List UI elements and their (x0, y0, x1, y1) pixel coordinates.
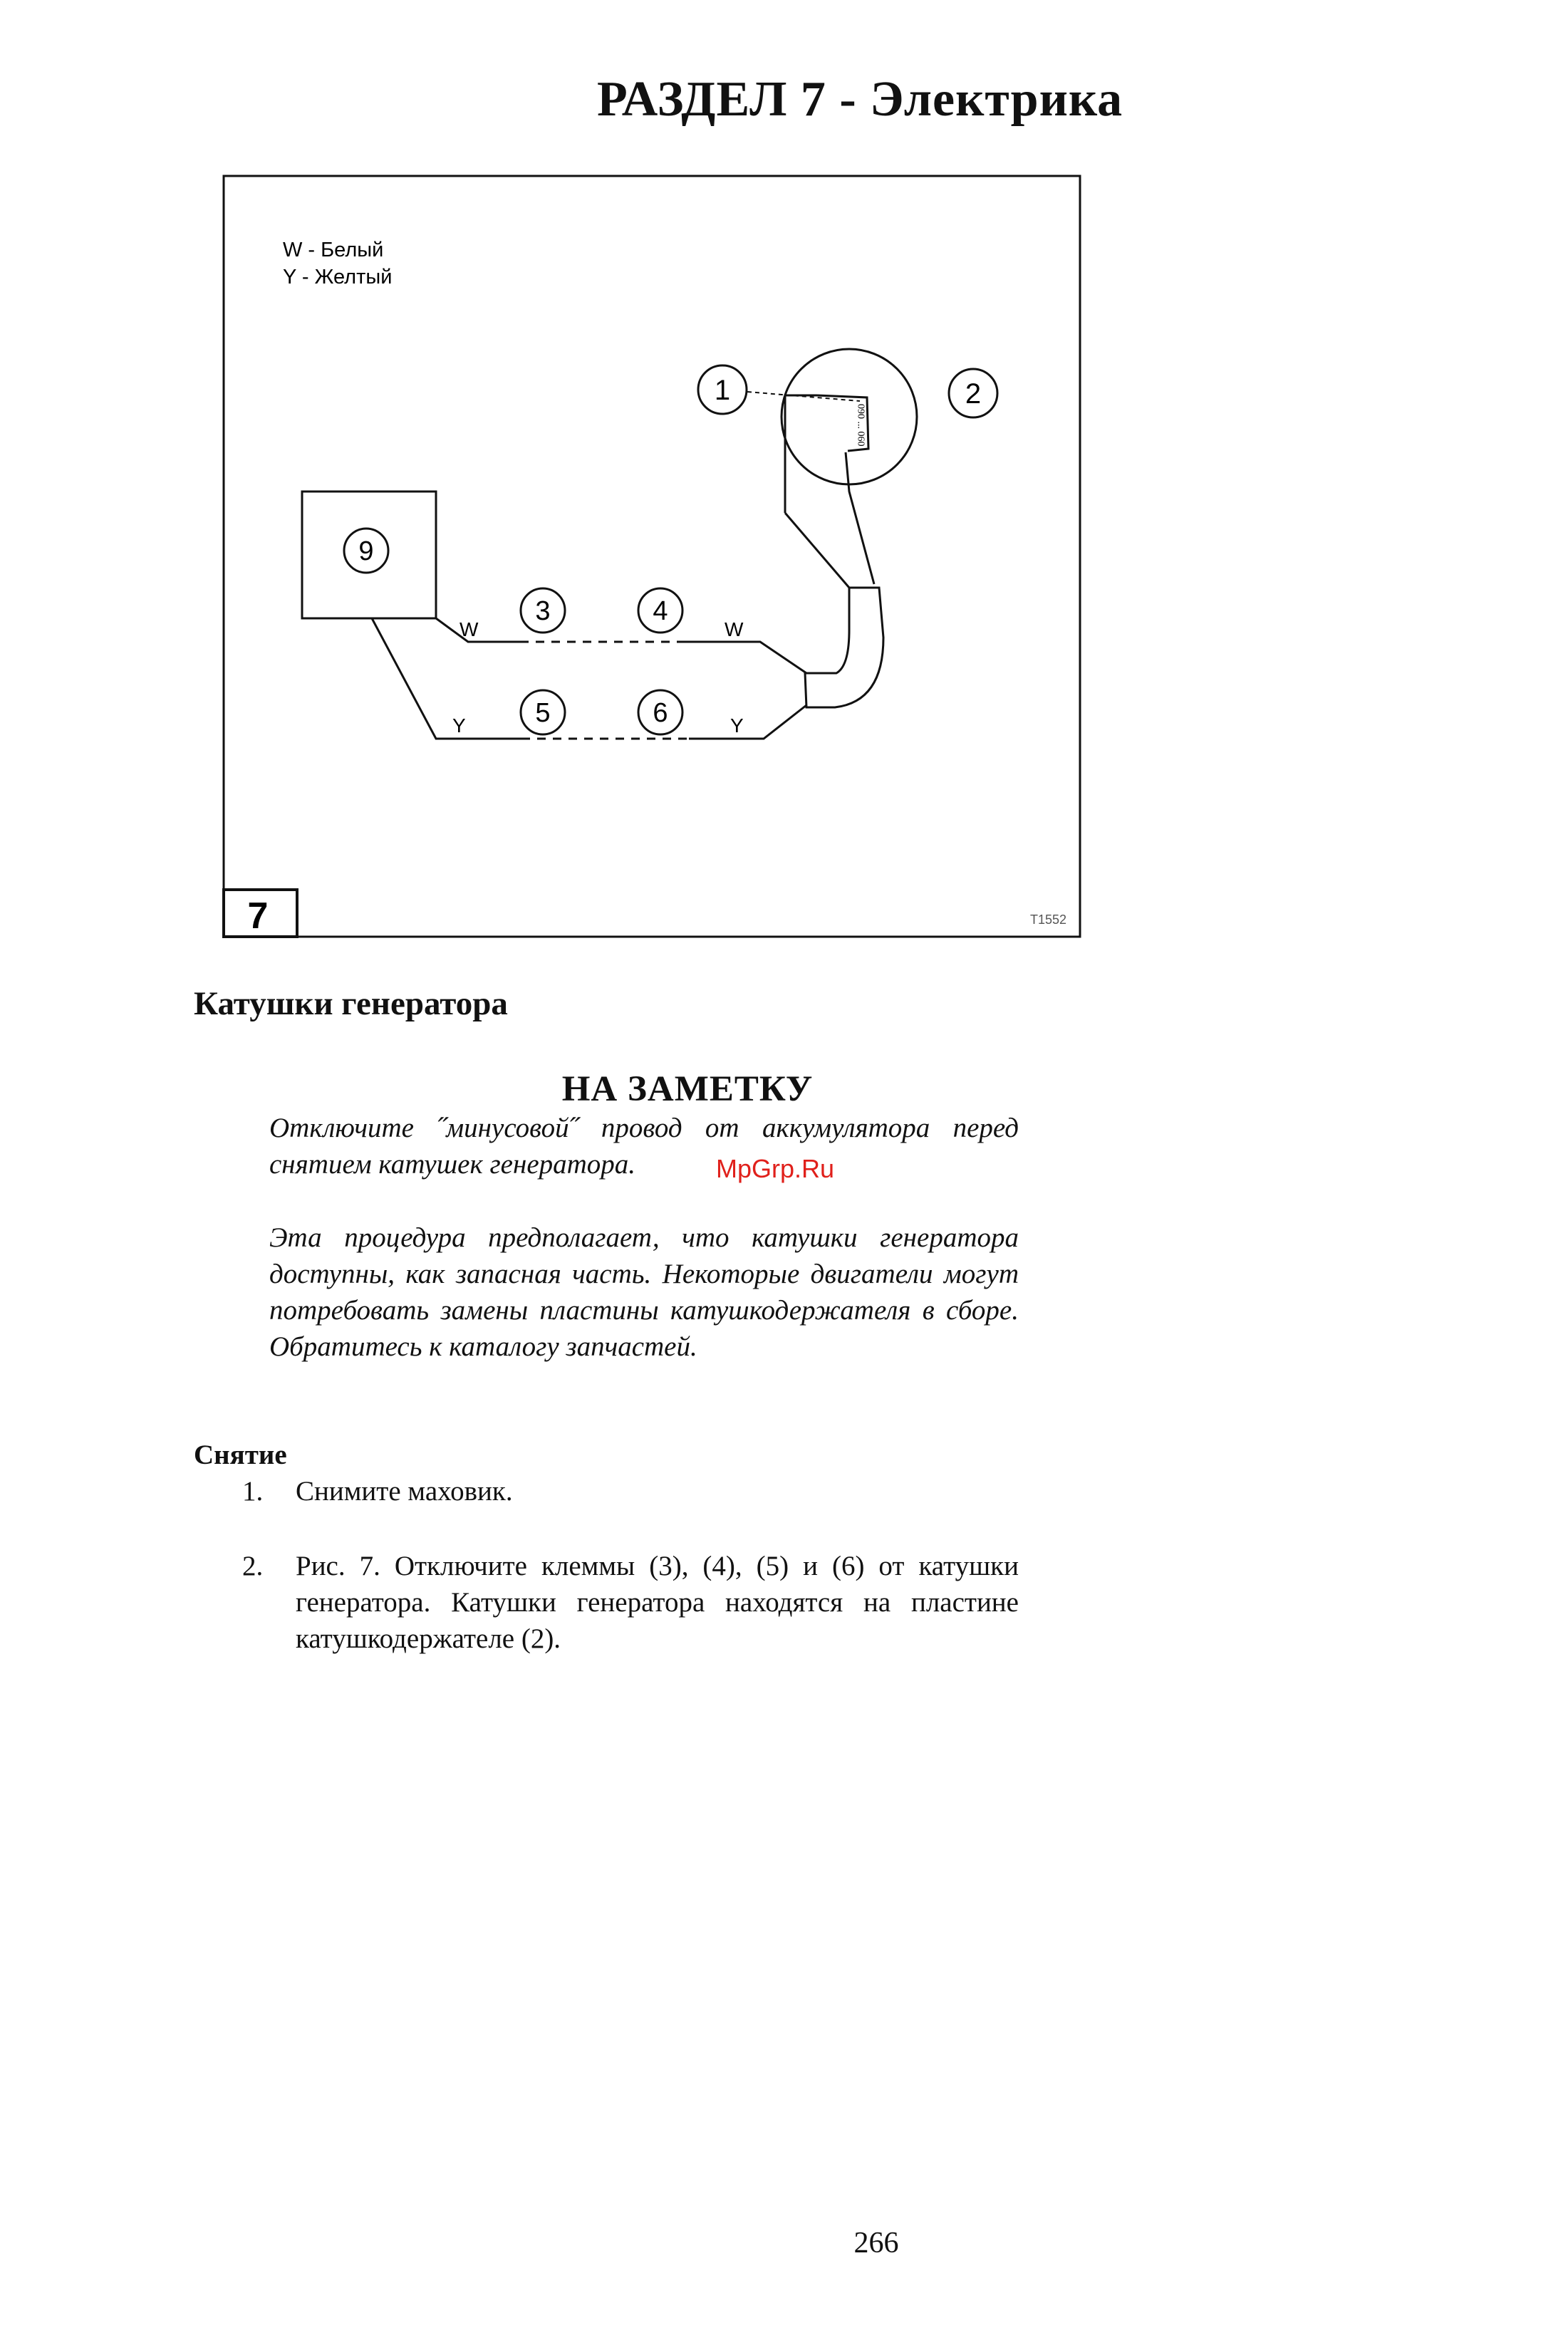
watermark: MpGrp.Ru (716, 1154, 835, 1183)
note-paragraph-1: Отключите ˝минусовой˝ провод от аккумулятора перед снятием катушек генератора. (269, 1113, 1019, 1180)
callout-4: 4 (653, 596, 668, 626)
wire-label-y-right: Y (730, 714, 744, 737)
legend-white: W - Белый (283, 239, 384, 261)
subsection-title: Катушки генератора (194, 985, 508, 1022)
step-text: Рис. 7. Отключите клеммы (3), (4), (5) и (6) от катушки генератора. Катушки генератора находятся на пластине катушкодержателе (2). (296, 1551, 1019, 1654)
part-marks: 090 ... 060 (855, 404, 866, 447)
callout-2: 2 (965, 378, 982, 410)
page-number: 266 (853, 2227, 899, 2260)
figure-number: 7 (247, 895, 269, 937)
wiring-figure (222, 175, 1081, 938)
callout-5: 5 (535, 698, 551, 728)
legend-yellow: Y - Желтый (283, 266, 393, 288)
wire-label-y-left: Y (452, 714, 466, 737)
step-item (242, 1473, 1019, 1509)
callout-9: 9 (358, 536, 374, 566)
wire-label-w-left: W (460, 618, 479, 640)
note-heading: НА ЗАМЕТКУ (561, 1069, 814, 1109)
step-item (242, 1548, 1019, 1657)
wire-label-w-right: W (725, 618, 744, 640)
note-paragraph-2: Эта процедура предполагает, что катушки генератора доступны, как запасная часть. Некоторые двигатели могут потребовать замены пластины катушкодержателя в сборе. Обратитесь к каталогу запчастей. (269, 1222, 1019, 1362)
section-title: РАЗДЕЛ 7 - Электрика (597, 72, 1123, 127)
step-text: Снимите маховик. (296, 1476, 513, 1507)
step-number: 1. (242, 1476, 264, 1507)
callout-6: 6 (653, 698, 668, 728)
figure-code: T1552 (1029, 912, 1066, 927)
figure-frame (224, 176, 1080, 937)
callout-3: 3 (535, 596, 551, 626)
callout-1: 1 (714, 375, 731, 406)
step-number: 2. (242, 1551, 264, 1581)
removal-heading: Снятие (194, 1440, 287, 1470)
